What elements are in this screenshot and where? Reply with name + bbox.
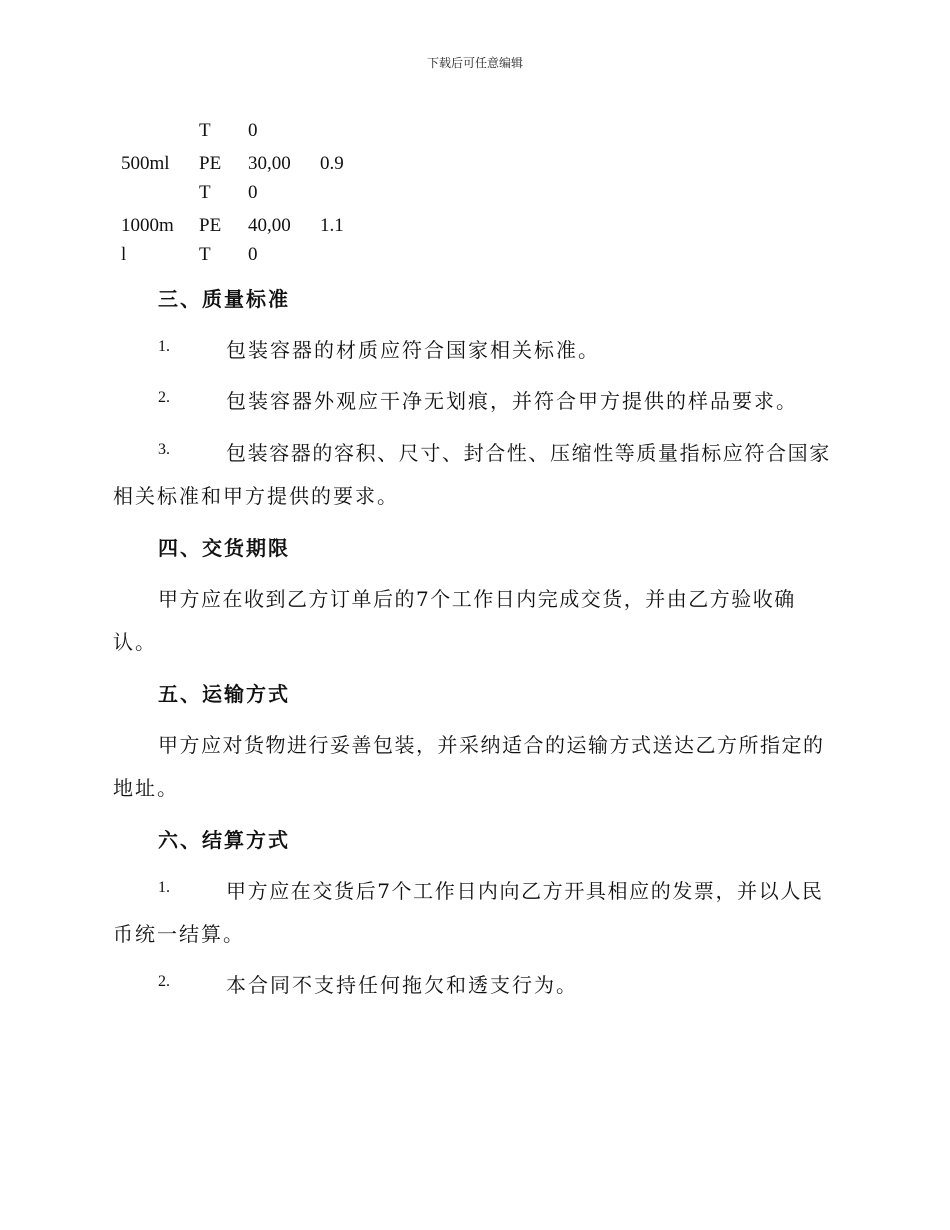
paragraph-line: 包装容器的容积、尺寸、封合性、压缩性等质量指标应符合国家: [226, 441, 831, 465]
section-heading-quality: 三、质量标准: [158, 287, 290, 311]
table-cell: 0: [248, 182, 258, 203]
table-cell: PE: [199, 215, 222, 236]
table-cell: 0: [248, 120, 258, 141]
table-cell: l: [121, 244, 127, 265]
page-header: 下载后可任意编辑: [426, 56, 523, 70]
table-cell: 30,00: [248, 153, 291, 174]
paragraph-line: 包装容器的材质应符合国家相关标准。: [226, 338, 600, 362]
paragraph-line: 本合同不支持任何拖欠和透支行为。: [226, 973, 578, 997]
paragraph-line: 甲方应对货物进行妥善包装，并采纳适合的运输方式送达乙方所指定的: [158, 733, 825, 757]
section-heading-transport: 五、运输方式: [158, 682, 290, 706]
section-heading-settlement: 六、结算方式: [158, 828, 290, 852]
table-cell: 1.1: [320, 215, 344, 236]
table-cell: T: [199, 244, 211, 265]
paragraph-line: 地址。: [113, 776, 179, 800]
paragraph-line: 甲方应在交货后7个工作日内向乙方开具相应的发票，并以人民: [226, 879, 824, 903]
table-cell: 500ml: [121, 153, 170, 174]
table-cell: 1000m: [121, 215, 174, 236]
item-number: 2.: [158, 389, 170, 406]
table-cell: 0: [248, 244, 258, 265]
paragraph-line: 币统一结算。: [113, 922, 245, 946]
item-number: 1.: [158, 879, 170, 896]
table-cell: T: [199, 182, 211, 203]
table-cell: T: [199, 120, 211, 141]
section-heading-delivery: 四、交货期限: [158, 536, 290, 560]
table-cell: 40,00: [248, 215, 291, 236]
item-number: 2.: [158, 973, 170, 990]
paragraph-line: 包装容器外观应干净无划痕，并符合甲方提供的样品要求。: [226, 389, 798, 413]
item-number: 1.: [158, 338, 170, 355]
paragraph-line: 相关标准和甲方提供的要求。: [113, 484, 399, 508]
paragraph-line: 认。: [113, 630, 157, 654]
item-number: 3.: [158, 441, 170, 458]
paragraph-line: 甲方应在收到乙方订单后的7个工作日内完成交货，并由乙方验收确: [158, 587, 796, 611]
table-cell: 0.9: [320, 153, 344, 174]
table-cell: PE: [199, 153, 222, 174]
